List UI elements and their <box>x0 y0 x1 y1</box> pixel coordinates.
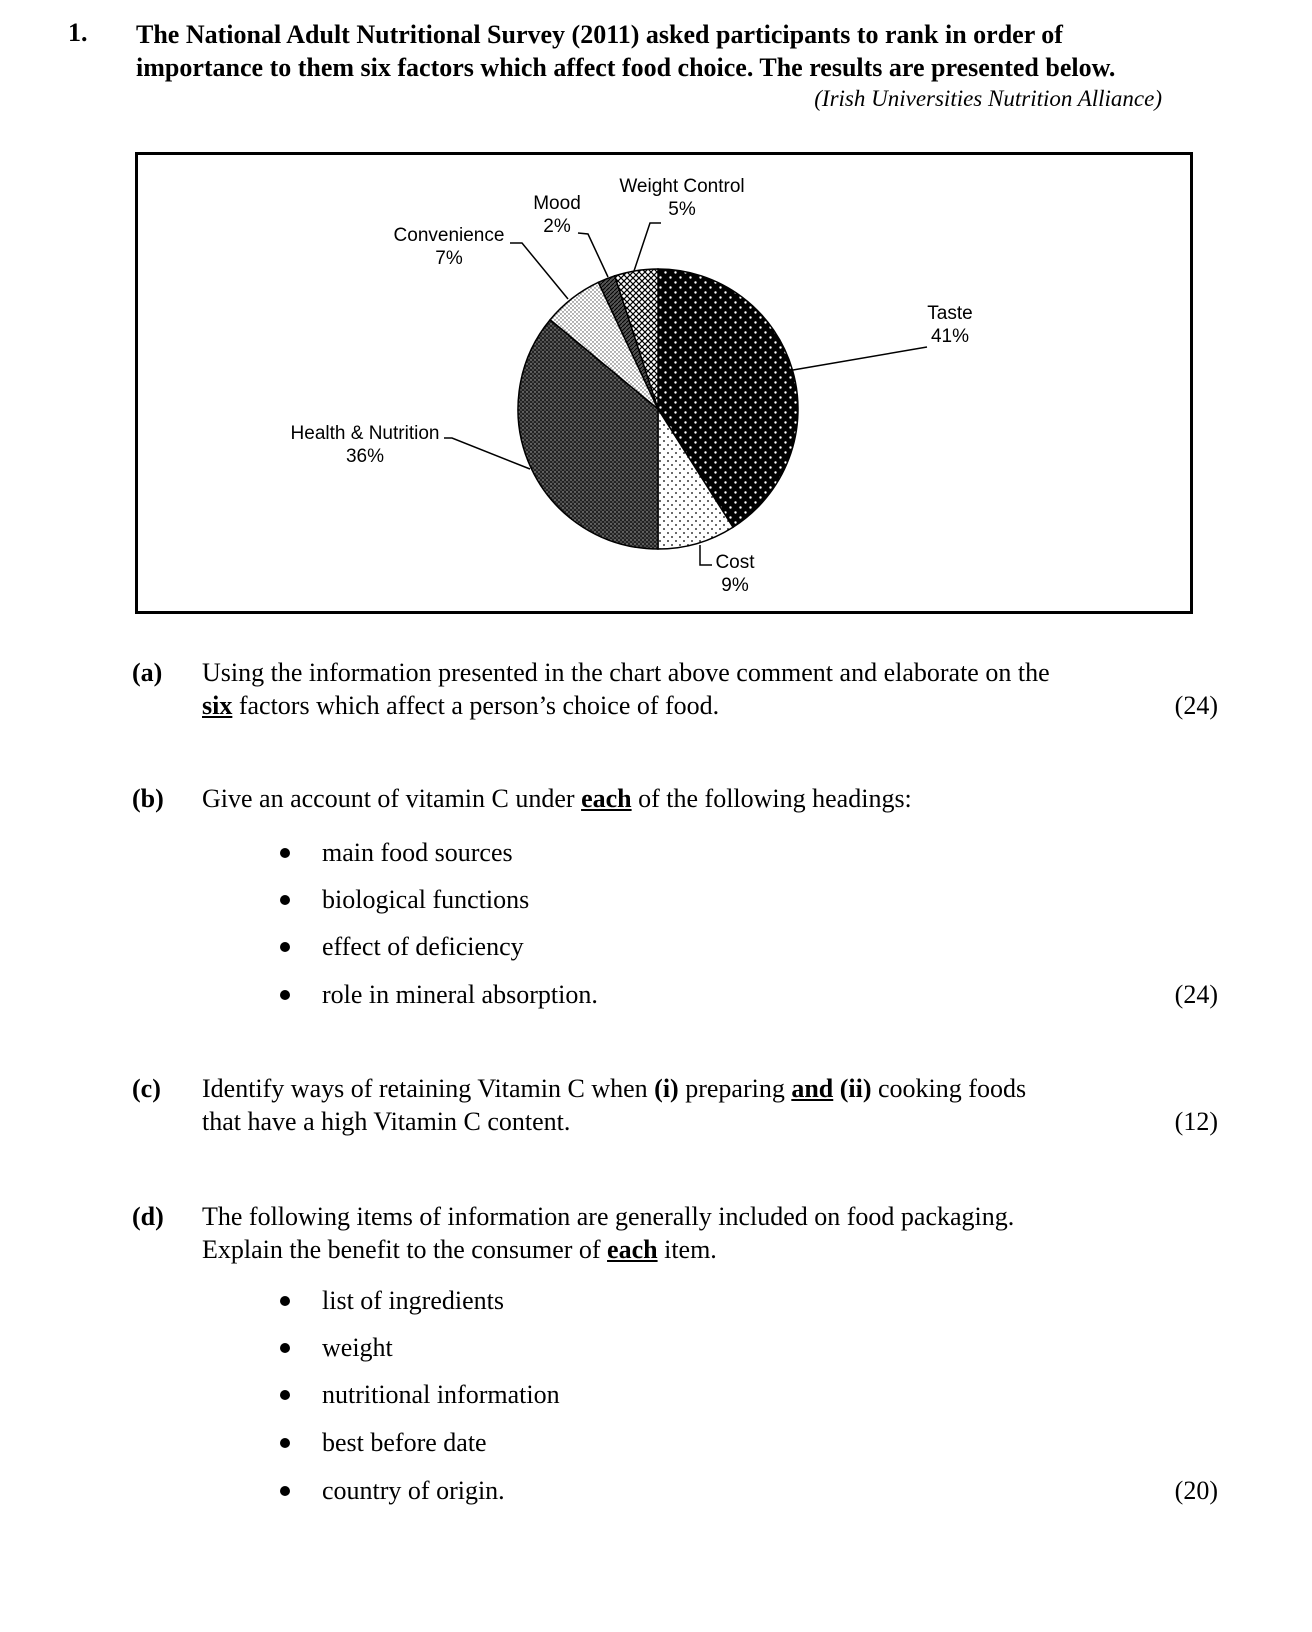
part-a-line-2-rest: factors which affect a person’s choice of food. <box>232 691 720 720</box>
slice-label: Health & Nutrition <box>290 423 440 444</box>
part-b-emphasis: each <box>581 784 632 813</box>
part-d-emphasis: each <box>607 1235 658 1264</box>
part-d-text <box>202 1200 1162 1266</box>
part-c-emphasis: and <box>791 1074 834 1103</box>
pie-chart-frame <box>135 152 1193 614</box>
slice-label: Convenience <box>393 225 505 246</box>
bullet-icon <box>280 1343 290 1353</box>
bullet-icon <box>280 895 290 905</box>
part-a-line-1: Using the information presented in the chart above comment and elaborate on the <box>202 658 1050 687</box>
slice-value-label: 36% <box>345 446 385 467</box>
slice-value-label: 2% <box>543 216 571 237</box>
question-intro <box>136 18 1236 84</box>
slice-label: Mood <box>533 193 581 214</box>
intro-line-2: importance to them six factors which affect food choice. The results are presented below. <box>136 53 1116 82</box>
part-b-label: (b) <box>132 784 164 813</box>
source-citation: (Irish Universities Nutrition Alliance) <box>814 86 1162 111</box>
part-d-marks: (20) <box>1174 1476 1218 1505</box>
part-b-text-pre: Give an account of vitamin C under <box>202 784 582 813</box>
bullet-icon <box>280 1486 290 1496</box>
leader-line <box>510 243 568 299</box>
part-a-emphasis: six <box>202 691 233 720</box>
bullet-icon <box>280 990 290 1000</box>
part-b-text-post: of the following headings: <box>631 784 912 813</box>
bullet-icon <box>280 848 290 858</box>
leader-line <box>700 545 712 565</box>
bullet-icon <box>280 942 290 952</box>
slice-label: Weight Control <box>619 176 745 197</box>
bullet-icon <box>280 1438 290 1448</box>
part-c-label: (c) <box>132 1074 161 1103</box>
slice-value-label: 7% <box>435 248 463 269</box>
part-b-text <box>202 782 1162 815</box>
intro-line-1: The National Adult Nutritional Survey (2011) asked participants to rank in order of <box>136 20 1063 49</box>
part-c-text <box>202 1072 1162 1138</box>
part-c-line-1: Identify ways of retaining Vitamin C when (i) preparing and (ii) cooking foods <box>202 1074 1027 1103</box>
part-c-marks: (12) <box>1174 1107 1218 1136</box>
leader-line <box>793 347 927 370</box>
slice-value-label: 9% <box>721 575 749 596</box>
slice-value-label: 5% <box>668 199 696 220</box>
slice-label: Cost <box>715 552 755 573</box>
leader-line <box>578 233 608 277</box>
part-d-label: (d) <box>132 1202 164 1231</box>
pie-chart <box>138 155 1190 611</box>
leader-line <box>634 223 661 271</box>
leader-line <box>444 438 530 469</box>
question-number: 1. <box>68 18 88 47</box>
slice-value-label: 41% <box>930 326 970 347</box>
bullet-icon <box>280 1390 290 1400</box>
part-a-line-2 <box>202 689 1162 722</box>
part-a-marks: (24) <box>1174 691 1218 720</box>
part-c-line-2: that have a high Vitamin C content. <box>202 1107 571 1136</box>
part-d-line-2: Explain the benefit to the consumer of each item. <box>202 1235 717 1264</box>
part-a-label: (a) <box>132 658 163 687</box>
part-b-marks: (24) <box>1174 980 1218 1009</box>
bullet-icon <box>280 1296 290 1306</box>
part-d-line-1: The following items of information are generally included on food packaging. <box>202 1202 1015 1231</box>
slice-label: Taste <box>927 303 973 324</box>
part-a-text <box>202 656 1162 722</box>
